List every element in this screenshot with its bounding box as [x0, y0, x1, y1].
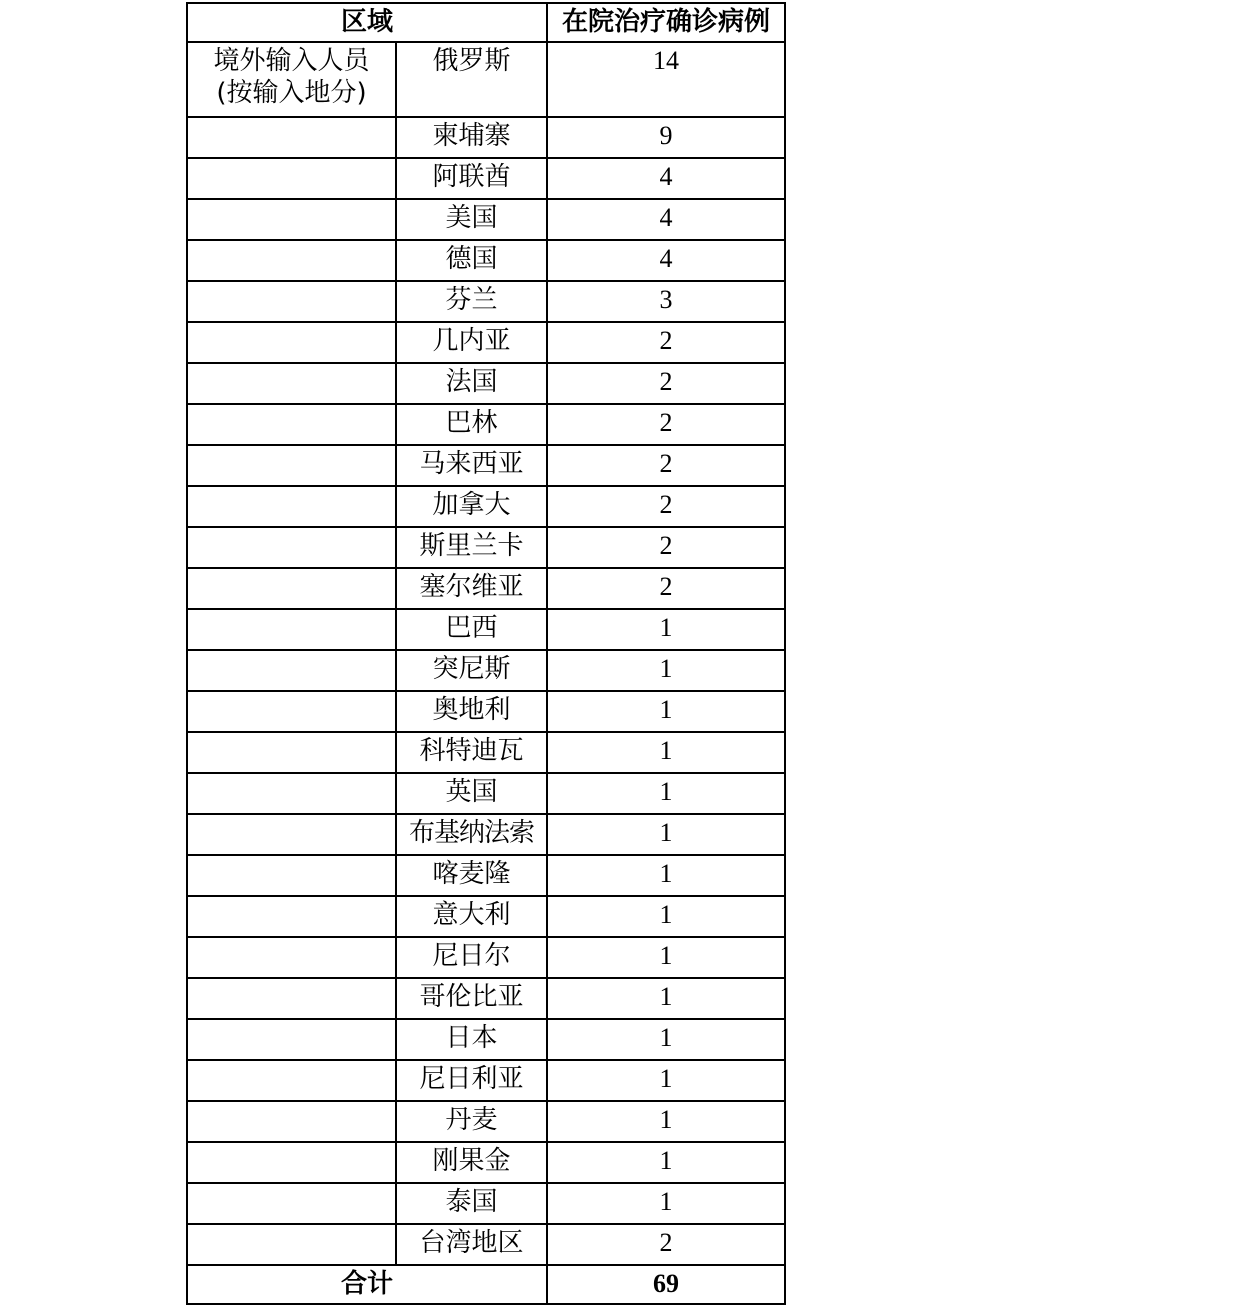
group-cell: [187, 773, 396, 814]
country-cell: 丹麦: [396, 1101, 547, 1142]
table-row: [187, 937, 785, 978]
country-cell: 柬埔寨: [396, 117, 547, 158]
table-row: [187, 240, 785, 281]
table-row: [187, 691, 785, 732]
country-cell: 泰国: [396, 1183, 547, 1224]
table-row: [187, 855, 785, 896]
table-row: [187, 486, 785, 527]
country-cell: 马来西亚: [396, 445, 547, 486]
table-row: [187, 1142, 785, 1183]
group-cell: [187, 732, 396, 773]
group-cell: [187, 1060, 396, 1101]
count-cell: 1: [547, 978, 785, 1019]
count-cell: 1: [547, 1142, 785, 1183]
count-cell: 14: [547, 42, 785, 117]
total-label: 合计: [187, 1265, 547, 1304]
total-row: [187, 1265, 785, 1304]
count-cell: 4: [547, 240, 785, 281]
country-cell: 意大利: [396, 896, 547, 937]
table-row: [187, 896, 785, 937]
country-cell: 哥伦比亚: [396, 978, 547, 1019]
country-cell: 加拿大: [396, 486, 547, 527]
count-cell: 2: [547, 445, 785, 486]
count-cell: 1: [547, 1019, 785, 1060]
group-label-line1: 境外输入人员: [213, 46, 370, 76]
group-cell: [187, 691, 396, 732]
count-cell: 2: [547, 1224, 785, 1265]
group-label-line2: (按输入地分): [216, 78, 367, 108]
table-row: [187, 1224, 785, 1265]
group-cell: [187, 814, 396, 855]
country-cell: 刚果金: [396, 1142, 547, 1183]
table-row: [187, 732, 785, 773]
country-cell: 巴西: [396, 609, 547, 650]
country-cell: 俄罗斯: [396, 42, 547, 117]
table-row: [187, 158, 785, 199]
group-cell: [187, 1224, 396, 1265]
table-row: [187, 445, 785, 486]
count-cell: 1: [547, 773, 785, 814]
header-row: [187, 3, 785, 42]
country-cell: 美国: [396, 199, 547, 240]
group-cell: [187, 937, 396, 978]
group-cell: [187, 896, 396, 937]
table-row: [187, 1101, 785, 1142]
group-cell: [187, 855, 396, 896]
total-count: 69: [547, 1265, 785, 1304]
count-cell: 1: [547, 814, 785, 855]
count-cell: 1: [547, 896, 785, 937]
country-cell: 突尼斯: [396, 650, 547, 691]
count-cell: 1: [547, 1183, 785, 1224]
table-row: [187, 978, 785, 1019]
country-cell: 芬兰: [396, 281, 547, 322]
group-cell: [187, 199, 396, 240]
table-row: [187, 1019, 785, 1060]
country-cell: 台湾地区: [396, 1224, 547, 1265]
country-cell: 日本: [396, 1019, 547, 1060]
count-cell: 1: [547, 691, 785, 732]
country-cell: 德国: [396, 240, 547, 281]
table-row: [187, 117, 785, 158]
count-cell: 1: [547, 609, 785, 650]
group-cell: [187, 650, 396, 691]
group-cell: [187, 117, 396, 158]
count-cell: 1: [547, 855, 785, 896]
count-cell: 4: [547, 158, 785, 199]
header-region: 区域: [187, 3, 547, 42]
group-cell: [187, 568, 396, 609]
table-row: [187, 199, 785, 240]
table-row: [187, 404, 785, 445]
table-row: [187, 1060, 785, 1101]
group-label: [187, 42, 396, 117]
count-cell: 2: [547, 404, 785, 445]
country-cell: 几内亚: [396, 322, 547, 363]
count-cell: 2: [547, 322, 785, 363]
country-cell: 布基纳法索: [396, 814, 547, 855]
country-cell: 尼日利亚: [396, 1060, 547, 1101]
count-cell: 2: [547, 568, 785, 609]
table-row: [187, 42, 785, 117]
group-cell: [187, 240, 396, 281]
count-cell: 3: [547, 281, 785, 322]
count-cell: 1: [547, 1101, 785, 1142]
country-cell: 科特迪瓦: [396, 732, 547, 773]
table-row: [187, 650, 785, 691]
group-cell: [187, 527, 396, 568]
country-cell: 法国: [396, 363, 547, 404]
group-cell: [187, 404, 396, 445]
count-cell: 2: [547, 486, 785, 527]
group-cell: [187, 1101, 396, 1142]
group-cell: [187, 1183, 396, 1224]
count-cell: 1: [547, 937, 785, 978]
group-cell: [187, 363, 396, 404]
table-row: [187, 568, 785, 609]
count-cell: 1: [547, 732, 785, 773]
country-cell: 阿联酋: [396, 158, 547, 199]
table-row: [187, 814, 785, 855]
count-cell: 4: [547, 199, 785, 240]
country-cell: 奥地利: [396, 691, 547, 732]
country-cell: 塞尔维亚: [396, 568, 547, 609]
country-cell: 英国: [396, 773, 547, 814]
country-cell: 巴林: [396, 404, 547, 445]
country-cell: 喀麦隆: [396, 855, 547, 896]
count-cell: 1: [547, 650, 785, 691]
country-cell: 尼日尔: [396, 937, 547, 978]
count-cell: 2: [547, 363, 785, 404]
table-row: [187, 363, 785, 404]
count-cell: 9: [547, 117, 785, 158]
table-row: [187, 773, 785, 814]
group-cell: [187, 486, 396, 527]
cases-table: [186, 2, 786, 1305]
table-row: [187, 281, 785, 322]
group-cell: [187, 158, 396, 199]
group-cell: [187, 1019, 396, 1060]
country-cell: 斯里兰卡: [396, 527, 547, 568]
group-cell: [187, 281, 396, 322]
group-cell: [187, 322, 396, 363]
table-row: [187, 527, 785, 568]
count-cell: 2: [547, 527, 785, 568]
group-cell: [187, 1142, 396, 1183]
table-row: [187, 322, 785, 363]
group-cell: [187, 609, 396, 650]
table-row: [187, 1183, 785, 1224]
header-cases: 在院治疗确诊病例: [547, 3, 785, 42]
count-cell: 1: [547, 1060, 785, 1101]
table-row: [187, 609, 785, 650]
group-cell: [187, 445, 396, 486]
group-cell: [187, 978, 396, 1019]
